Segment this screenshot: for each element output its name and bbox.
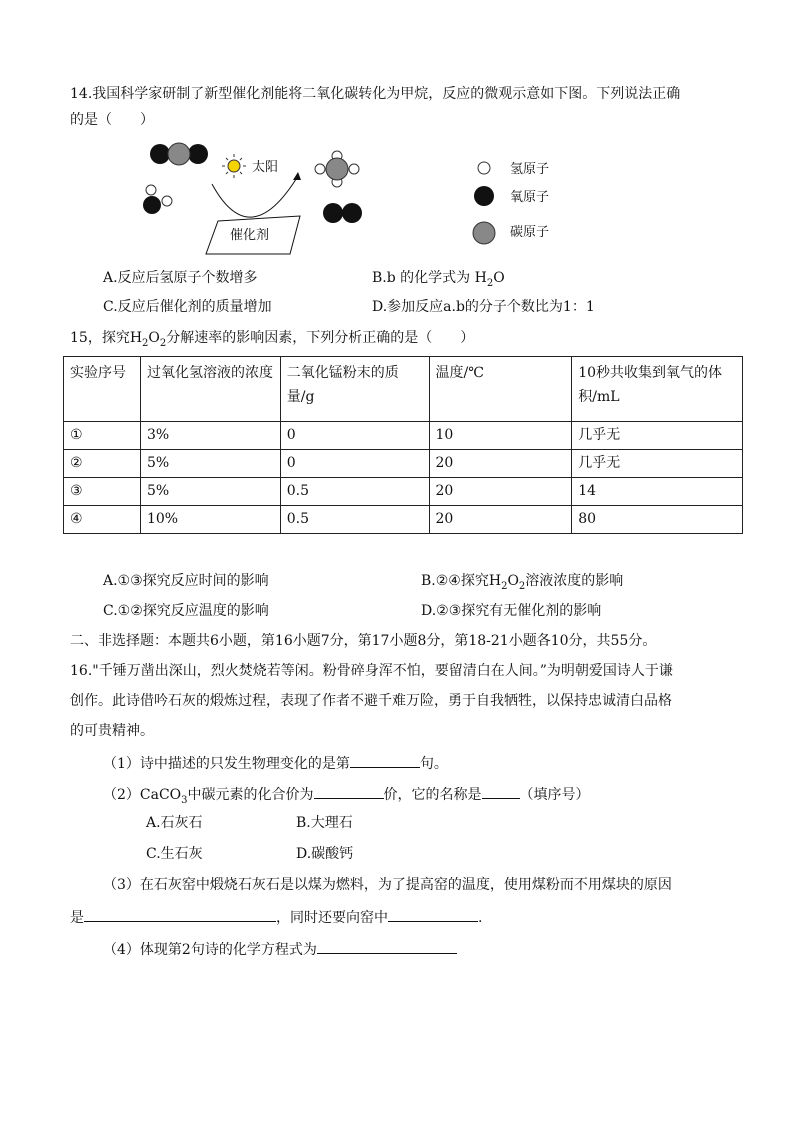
q15-option-c[interactable]: C.①②探究反应温度的影响 [103, 603, 269, 619]
q14-stem-line1: 14.我国科学家研制了新型催化剂能将二氧化碳转化为甲烷，反应的微观示意如下图。下列说法正确 [70, 86, 681, 102]
table-cell: 0 [280, 450, 429, 478]
q16-p2-a: （2）CaCO [103, 787, 182, 803]
table-cell: 3% [140, 422, 280, 450]
q16-p2-b: 中碳元素的化合价为 [187, 787, 314, 803]
q15-option-d[interactable]: D.②③探究有无催化剂的影响 [421, 603, 602, 619]
experiment-table [63, 356, 743, 534]
table-cell: 20 [429, 450, 572, 478]
table-cell: 5% [140, 450, 280, 478]
q16-choice-c[interactable]: C.生石灰 [146, 846, 203, 862]
q15-stem-sub2: 2 [159, 337, 167, 349]
q15-option-b[interactable] [421, 571, 623, 597]
answer-blank-5[interactable] [388, 905, 478, 922]
q14-b-sub: 2 [486, 277, 494, 289]
q14-b-prefix: B.b 的化学式为 H [372, 270, 487, 286]
q16-p1-prefix: （1）诗中描述的只发生物理变化的是第 [103, 756, 350, 772]
reaction-diagram [140, 136, 580, 260]
q16-part1 [103, 751, 448, 774]
molecule-b-icon [143, 185, 172, 214]
section-heading: 二、非选择题：本题共6小题，第16小题7分，第17小题8分，第18-21小题各10分，共55分。 [70, 633, 657, 649]
table-row [64, 478, 743, 506]
answer-blank-4[interactable] [84, 905, 276, 922]
q16-p3-b: ，同时还要向窑中 [276, 910, 388, 926]
table-cell: 0 [280, 422, 429, 450]
q15-stem-suffix: 分解速率的影响因素，下列分析正确的是（ ） [166, 330, 475, 346]
table-cell: 几乎无 [572, 450, 743, 478]
q14-option-c[interactable]: C.反应后催化剂的质量增加 [103, 299, 272, 315]
q16-p1-suffix: 句。 [419, 756, 448, 772]
header-cell: 二氧化锰粉末的质量/g [280, 357, 429, 422]
q15-b-sub2: 2 [518, 580, 526, 592]
q16-p3-c: . [478, 910, 483, 926]
sun-icon [222, 154, 246, 178]
catalyst-label: 催化剂 [230, 228, 270, 243]
table-cell: 80 [572, 506, 743, 534]
q16-p3-a: 是 [70, 910, 84, 926]
q16-p2-sub: 3 [181, 794, 188, 806]
q16-part3-line1: （3）在石灰窑中煅烧石灰石是以煤为燃料，为了提高窑的温度，使用煤粉而不用煤块的原因 [103, 877, 672, 893]
q16-part2 [103, 782, 590, 811]
table-cell: 20 [429, 478, 572, 506]
q15-stem [70, 328, 474, 354]
header-cell: 温度/℃ [429, 357, 572, 422]
table-cell: ③ [64, 478, 141, 506]
q16-line1: 16."千锤万凿出深山，烈火焚烧若等闲。粉骨碎身浑不怕，要留清白在人间。”为明朝爱国诗人于谦 [70, 663, 673, 679]
table-cell: 0.5 [280, 478, 429, 506]
table-row [64, 450, 743, 478]
q14-option-b[interactable] [372, 268, 505, 294]
oxygen-molecule-icon [323, 203, 362, 223]
table-cell: 0.5 [280, 506, 429, 534]
table-cell: 20 [429, 506, 572, 534]
table-cell: ② [64, 450, 141, 478]
carbon-atom-icon [473, 222, 495, 244]
sun-label: 太阳 [252, 160, 279, 175]
oxygen-atom-icon [474, 186, 494, 206]
q15-stem-mid: O [148, 330, 160, 346]
q14-option-d[interactable]: D.参加反应a.b的分子个数比为1：1 [372, 299, 595, 315]
legend-hydrogen: 氢原子 [510, 162, 550, 177]
q15-b-prefix: B.②④探究H [421, 573, 502, 589]
q15-b-suffix: 溶液浓度的影响 [525, 573, 624, 589]
q15-stem-sub1: 2 [142, 337, 149, 349]
legend [473, 162, 549, 244]
arrow-head-icon [293, 172, 301, 180]
answer-blank-2[interactable] [314, 782, 384, 799]
q14-option-a[interactable]: A.反应后氢原子个数增多 [103, 270, 258, 286]
hydrogen-atom-icon [478, 162, 490, 174]
table-cell: ④ [64, 506, 141, 534]
methane-molecule-icon [315, 151, 359, 187]
q15-stem-prefix: 15，探究H [70, 330, 143, 346]
q14-stem-line2: 的是（ ） [70, 112, 154, 128]
q16-part3-line2 [70, 905, 482, 928]
header-cell: 过氧化氢溶液的浓度 [140, 357, 280, 422]
q16-choice-b[interactable]: B.大理石 [296, 815, 353, 831]
q16-part4 [103, 937, 457, 960]
reaction-arrow [212, 176, 298, 217]
legend-oxygen: 氧原子 [510, 190, 550, 205]
table-cell: ① [64, 422, 141, 450]
q15-option-a[interactable]: A.①③探究反应时间的影响 [103, 573, 269, 589]
q16-p2-c: 价，它的名称是 [383, 787, 482, 803]
answer-blank-3[interactable] [482, 782, 520, 799]
header-cell: 10秒共收集到氧气的体积/mL [572, 357, 743, 422]
answer-blank-1[interactable] [350, 751, 420, 768]
legend-carbon: 碳原子 [510, 225, 550, 240]
answer-blank-6[interactable] [317, 937, 457, 954]
table-cell: 10% [140, 506, 280, 534]
table-cell: 10 [429, 422, 572, 450]
q15-b-mid: O [507, 573, 519, 589]
table-cell: 几乎无 [572, 422, 743, 450]
table-cell: 5% [140, 478, 280, 506]
q16-line2: 创作。此诗借吟石灰的煅炼过程，表现了作者不避千难万险，勇于自我牺牲，以保持忠诚清白品格 [70, 693, 672, 709]
header-cell: 实验序号 [64, 357, 141, 422]
q16-choice-d[interactable]: D.碳酸钙 [296, 846, 354, 862]
molecule-a-icon [150, 143, 208, 165]
q16-p4: （4）体现第2句诗的化学方程式为 [103, 942, 317, 958]
q16-line3: 的可贵精神。 [70, 723, 154, 739]
q16-choice-a[interactable]: A.石灰石 [146, 815, 203, 831]
table-header-row [64, 357, 743, 422]
table-row [64, 422, 743, 450]
q15-b-sub1: 2 [501, 580, 508, 592]
table-row [64, 506, 743, 534]
q16-p2-d: （填序号） [519, 787, 590, 803]
table-cell: 14 [572, 478, 743, 506]
q14-b-suffix: O [493, 270, 505, 286]
